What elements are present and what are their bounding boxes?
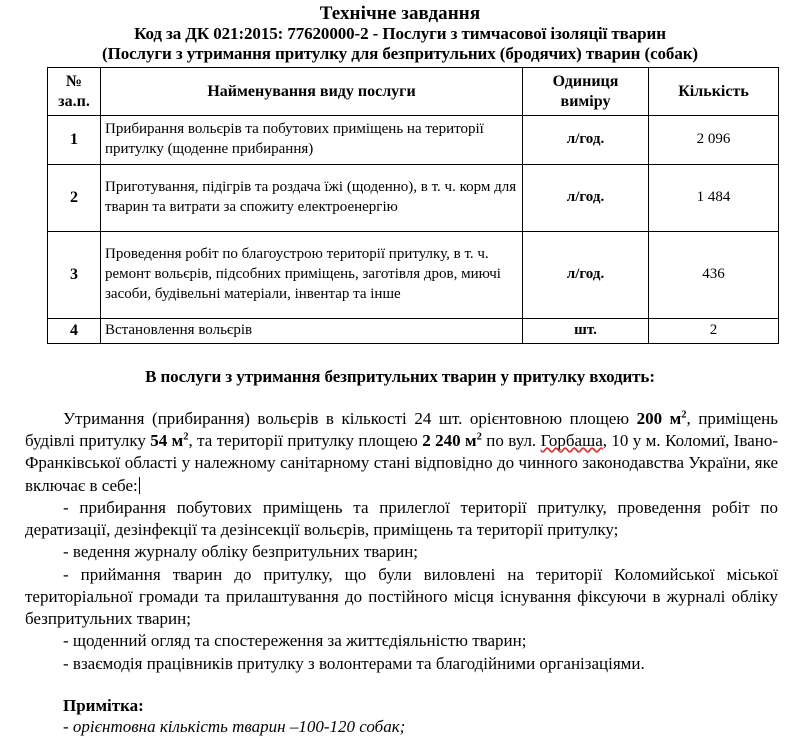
- note-block: [25, 696, 778, 738]
- intro-part-2: , приміщень будівлі притулку: [25, 408, 778, 450]
- table-row: [48, 231, 779, 318]
- intro-paragraph: [25, 408, 778, 497]
- intro-part-1: Утримання (прибирання) вольєрів в кількості 24 шт. орієнтовною площею: [63, 408, 637, 428]
- cell-unit: л/год.: [523, 115, 649, 164]
- area-enclosures: 200 м: [636, 408, 682, 428]
- street-name-misspelled: Горбаша: [540, 431, 603, 450]
- cell-service-name: Приготування, підігрів та роздача їжі (щоденно), в т. ч. корм для тварин та витрати за спожиту електроенергію: [101, 164, 523, 231]
- cell-quantity: 1 484: [649, 164, 779, 231]
- cell-service-name: Прибирання вольєрів та побутових приміщень на території притулку (щоденне прибирання): [101, 115, 523, 164]
- table-row: [48, 164, 779, 231]
- note-title: Примітка:: [63, 695, 144, 715]
- table-row: [48, 115, 779, 164]
- section-heading: В послуги з утримання безпритульних тварин у притулку входить:: [145, 366, 655, 386]
- cell-unit: л/год.: [523, 231, 649, 318]
- bullet-item-5: - взаємодія працівників притулку з волонтерами та благодійними організаціями.: [63, 653, 645, 673]
- intro-part-5: , 10 у м. Коломиї, Івано-Франківської області у належному санітарному стані відповідно до чинного законодавства України, яке включає в себе:: [25, 431, 778, 495]
- area-territory: 2 240 м: [422, 431, 477, 450]
- cell-service-name: Встановлення вольєрів: [101, 318, 523, 343]
- column-header-number-line1: №: [65, 73, 83, 91]
- note-line: - орієнтовна кількість тварин –100-120 собак;: [63, 716, 406, 736]
- intro-part-4: по вул.: [481, 431, 541, 450]
- superscript-2-b: 2: [183, 431, 189, 443]
- services-table: [47, 67, 779, 343]
- area-building: 54 м: [150, 431, 184, 450]
- cell-number: 4: [48, 318, 101, 343]
- cell-number: 1: [48, 115, 101, 164]
- column-header-unit: [523, 68, 649, 115]
- text-cursor-caret: [139, 477, 140, 494]
- document-title: Технічне завдання: [319, 3, 481, 24]
- table-header-row: [48, 68, 779, 115]
- table-header: [48, 68, 779, 115]
- superscript-2-c: 2: [476, 431, 482, 443]
- column-header-unit-line2: виміру: [560, 92, 611, 110]
- document-subtitle-line-1: Код за ДК 021:2015: 77620000-2 - Послуги з тимчасової ізоляції тварин: [134, 24, 666, 44]
- column-header-number-line2: за.п.: [58, 92, 90, 110]
- column-header-quantity: Кількість: [649, 68, 779, 115]
- superscript-2-a: 2: [681, 409, 687, 421]
- cell-quantity: 2: [649, 318, 779, 343]
- column-header-unit-line1: Одиниця: [552, 73, 619, 91]
- bullet-item-2: - ведення журналу обліку безпритульних тварин;: [63, 542, 419, 562]
- cell-number: 2: [48, 164, 101, 231]
- title-block: [0, 0, 800, 64]
- intro-part-3: , та території притулку площею: [188, 431, 423, 450]
- cell-unit: шт.: [523, 318, 649, 343]
- cell-unit: л/год.: [523, 164, 649, 231]
- table-body: [48, 115, 779, 343]
- cell-number: 3: [48, 231, 101, 318]
- cell-quantity: 2 096: [649, 115, 779, 164]
- bullet-item-3: - приймання тварин до притулку, що були виловлені на території Коломийської міської територіальної громади та прилаштування до постійного місця існування фіксуючи в журналі обліку безпритульних тварин;: [25, 564, 778, 629]
- document-subtitle-line-2: (Послуги з утримання притулку для безпритульних (бродячих) тварин (собак): [102, 44, 698, 64]
- column-header-service-name: Найменування виду послуги: [101, 68, 523, 115]
- cell-service-name: Проведення робіт по благоустрою території притулку, в т. ч. ремонт вольєрів, підсобних приміщень, заготівля дров, миючі засоби, будівельні матеріали, інвентар та інше: [101, 231, 523, 318]
- body-text: [0, 408, 800, 738]
- cell-quantity: 436: [649, 231, 779, 318]
- bullet-item-1: - прибирання побутових приміщень та прилеглої території притулку, проведення робіт по дератизації, дезінфекції та дезінсекції вольєрів, приміщень та території притулку;: [25, 497, 778, 540]
- column-header-number: [48, 68, 101, 115]
- bullet-item-4: - щоденний огляд та спостереження за життєдіяльністю тварин;: [63, 631, 527, 651]
- table-row: [48, 318, 779, 343]
